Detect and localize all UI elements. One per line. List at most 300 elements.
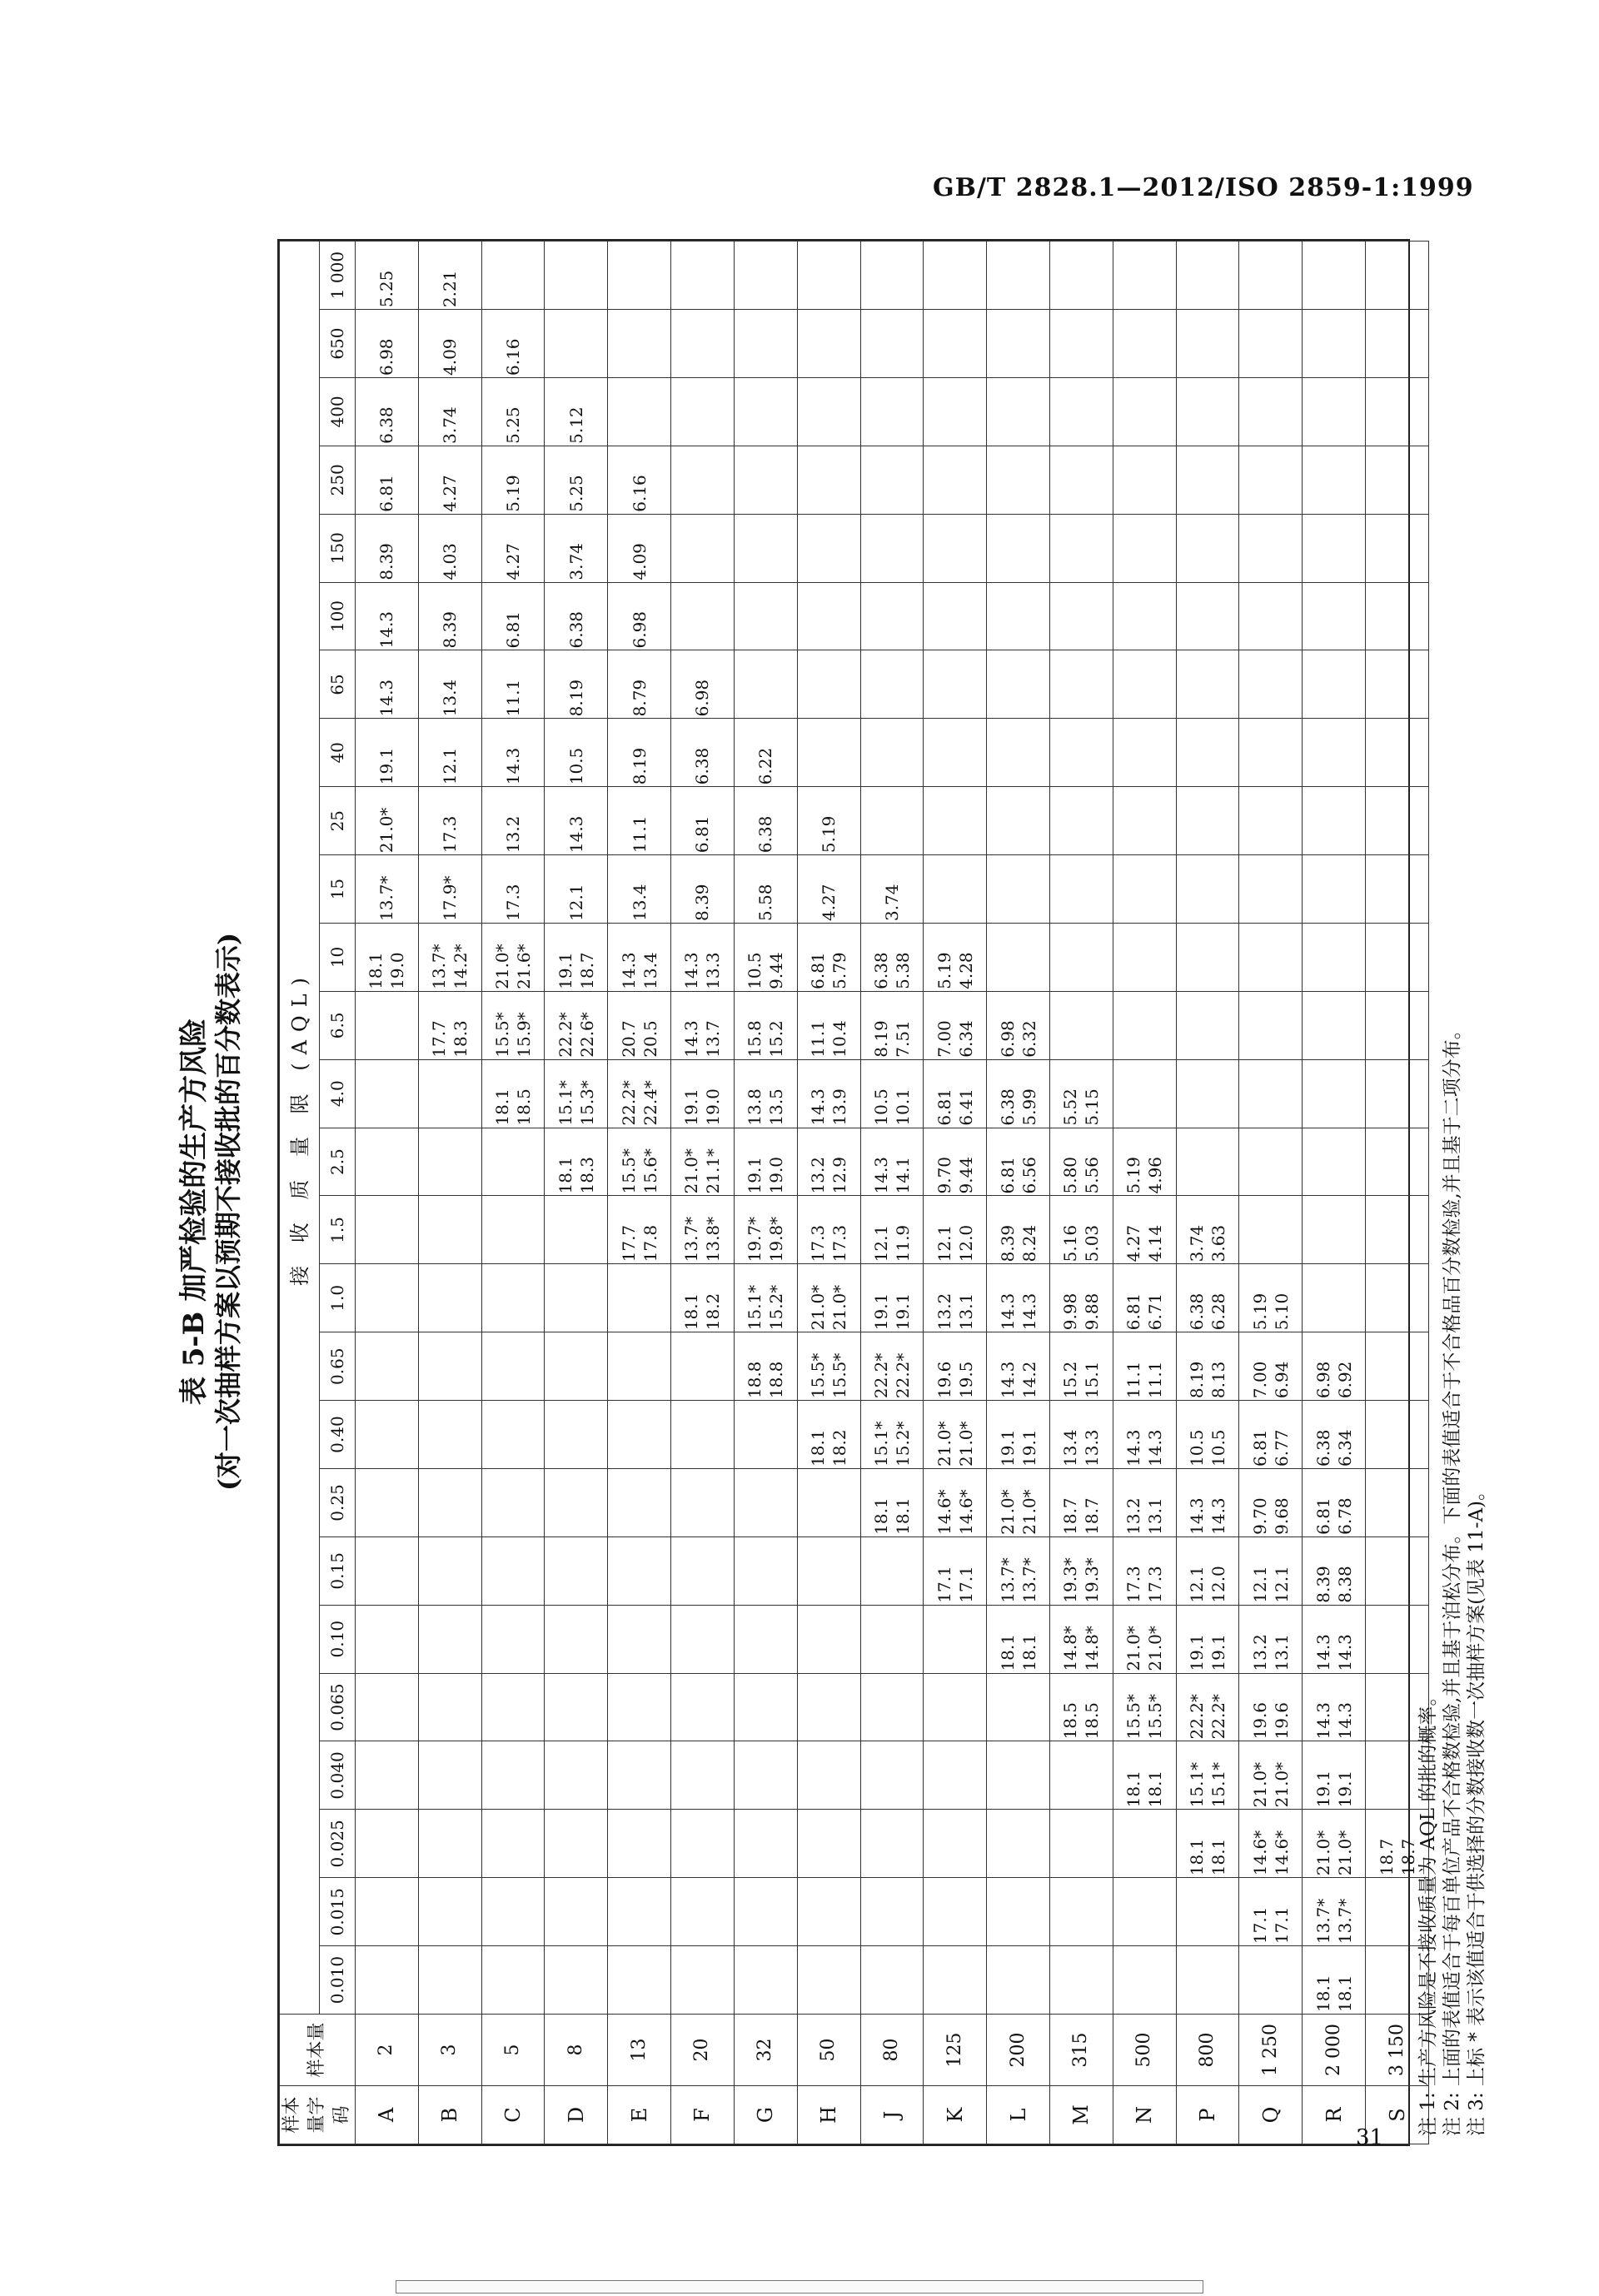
risk-value-cell [860,1810,924,1878]
risk-value-cell [1303,378,1366,446]
risk-value-cell [797,650,860,719]
risk-value-cell: 6.38 6.34 [1303,1401,1366,1469]
risk-value-cell [671,1469,735,1537]
risk-value-cell: 15.8 15.2 [734,991,797,1059]
risk-value-cell [1113,1878,1176,1946]
risk-value-cell [1176,378,1239,446]
risk-value-cell [671,242,735,310]
risk-value-cell [734,446,797,514]
risk-value-cell [734,1673,797,1741]
risk-value-cell [797,242,860,310]
risk-value-cell: 18.1 18.3 [545,1128,608,1196]
risk-value-cell: 14.3 14.3 [987,1264,1050,1332]
table-subtitle: (对一次抽样方案以预期不接收批的百分数表示) [212,932,244,1492]
risk-value-cell [1176,650,1239,719]
risk-value-cell [608,1469,671,1537]
risk-value-cell [860,719,924,787]
aql-level-header: 650 [320,310,356,378]
aql-level-header: 0.065 [320,1673,356,1741]
risk-value-cell [418,1673,481,1741]
risk-value-cell: 15.5* 15.5* [797,1332,860,1401]
risk-value-cell [1049,719,1113,787]
risk-value-cell [1303,1059,1366,1128]
risk-value-cell [860,1741,924,1810]
risk-value-cell: 18.1 19.0 [356,924,419,992]
risk-value-cell [608,378,671,446]
risk-value-cell [924,1878,987,1946]
risk-value-cell: 14.3 13.3 [671,924,735,992]
risk-value-cell [356,1946,419,2015]
risk-value-cell: 21.0* 21.0* [1239,1741,1303,1810]
risk-value-cell [418,1536,481,1605]
risk-value-cell [481,1673,545,1741]
risk-value-cell: 6.38 5.99 [987,1059,1050,1128]
risk-value-cell: 22.2* 22.4* [608,1059,671,1128]
risk-value-cell: 17.7 17.8 [608,1196,671,1264]
risk-value-cell: 6.22 [734,719,797,787]
risk-value-cell: 15.1* 15.2* [734,1264,797,1332]
risk-value-cell [734,310,797,378]
risk-value-cell: 19.6 19.5 [924,1332,987,1401]
table-row [671,242,735,2144]
risk-value-cell [1113,378,1176,446]
risk-value-cell [1239,446,1303,514]
risk-value-cell [987,1741,1050,1810]
risk-value-cell [1049,991,1113,1059]
risk-value-cell [797,1673,860,1741]
risk-value-cell: 3.74 [545,514,608,582]
sample-size: 32 [734,2015,797,2086]
sample-size: 50 [797,2015,860,2086]
risk-value-cell [860,787,924,855]
risk-value-cell [924,1946,987,2015]
risk-value-cell [608,1741,671,1810]
risk-value-cell: 14.3 14.3 [1303,1605,1366,1673]
risk-value-cell [1113,446,1176,514]
risk-value-cell [1049,582,1113,650]
risk-value-cell [1049,378,1113,446]
sample-size: 80 [860,2015,924,2086]
risk-value-cell [987,378,1050,446]
risk-value-cell [1113,582,1176,650]
risk-value-cell [1049,855,1113,924]
risk-value-cell [924,650,987,719]
table-notes [1417,246,1489,2136]
risk-value-cell: 12.1 12.0 [924,1196,987,1264]
risk-value-cell: 8.79 [608,650,671,719]
risk-value-cell [545,1673,608,1741]
risk-value-cell: 6.81 6.77 [1239,1401,1303,1469]
risk-value-cell [481,1264,545,1332]
risk-value-cell [418,1946,481,2015]
risk-value-cell [671,1605,735,1673]
risk-value-cell: 12.1 12.1 [1239,1536,1303,1605]
table-body [356,242,1429,2144]
risk-value-cell [481,1605,545,1673]
risk-value-cell [418,1878,481,1946]
risk-value-cell: 19.3* 19.3* [1049,1536,1113,1605]
table-row [545,242,608,2144]
sample-code-letter: J [860,2086,924,2144]
aql-level-header: 40 [320,719,356,787]
risk-value-cell: 8.39 [356,514,419,582]
sample-size: 315 [1049,2015,1113,2086]
risk-value-cell: 8.39 [671,855,735,924]
risk-value-cell [1176,991,1239,1059]
risk-value-cell [1113,991,1176,1059]
risk-value-cell [734,1810,797,1878]
risk-value-cell [797,1878,860,1946]
risk-value-cell: 5.52 5.15 [1049,1059,1113,1128]
risk-value-cell [1176,1946,1239,2015]
risk-value-cell [860,1605,924,1673]
aql-level-header: 0.010 [320,1946,356,2015]
risk-value-cell: 5.19 [481,446,545,514]
risk-value-cell: 18.1 18.1 [987,1605,1050,1673]
risk-value-cell [545,1810,608,1878]
risk-value-cell: 6.38 [734,787,797,855]
risk-value-cell [356,1469,419,1537]
risk-value-cell [418,1741,481,1810]
risk-value-cell [1303,1264,1366,1332]
table-frame [277,239,1418,2146]
risk-value-cell [545,1536,608,1605]
risk-value-cell [1239,650,1303,719]
risk-value-cell [797,514,860,582]
aql-level-row [320,242,356,2144]
table-row [608,242,671,2144]
risk-value-cell: 6.98 [356,310,419,378]
risk-value-cell: 15.1* 15.1* [1176,1741,1239,1810]
risk-value-cell [671,582,735,650]
risk-value-cell: 5.19 [797,787,860,855]
risk-value-cell [987,650,1050,719]
risk-value-cell: 17.7 18.3 [418,991,481,1059]
aql-level-header: 1 000 [320,242,356,310]
risk-value-cell [356,1264,419,1332]
table-row [1176,242,1239,2144]
risk-value-cell: 19.7* 19.8* [734,1196,797,1264]
header-sample-size: 样本量 [280,2015,356,2086]
risk-value-cell [924,1605,987,1673]
risk-value-cell [1176,787,1239,855]
risk-value-cell [356,1059,419,1128]
aql-level-header: 400 [320,378,356,446]
risk-value-cell [1239,582,1303,650]
risk-value-cell [1239,1128,1303,1196]
risk-value-cell: 14.3 14.3 [1176,1469,1239,1537]
risk-value-cell: 19.1 [356,719,419,787]
risk-value-cell [924,1810,987,1878]
sample-code-letter: D [545,2086,608,2144]
sample-size: 20 [671,2015,735,2086]
risk-value-cell: 8.19 7.51 [860,991,924,1059]
header-code-letter: 样本量字码 [280,2086,356,2144]
aql-level-header: 4.0 [320,1059,356,1128]
risk-value-cell: 12.1 [545,855,608,924]
risk-value-cell: 13.7* 14.2* [418,924,481,992]
risk-value-cell: 15.5* 15.9* [481,991,545,1059]
risk-value-cell [1239,1946,1303,2015]
risk-value-cell: 21.0* 21.0* [797,1264,860,1332]
risk-value-cell: 19.1 19.1 [1176,1605,1239,1673]
sample-size: 8 [545,2015,608,2086]
sample-code-letter: G [734,2086,797,2144]
risk-value-cell [987,1810,1050,1878]
risk-value-cell [924,582,987,650]
risk-value-cell [987,855,1050,924]
risk-value-cell [1113,650,1176,719]
risk-value-cell [1113,310,1176,378]
risk-value-cell: 8.19 [545,650,608,719]
table-row [924,242,987,2144]
risk-value-cell: 8.39 8.24 [987,1196,1050,1264]
risk-value-cell [1049,1946,1113,2015]
risk-value-cell [545,1946,608,2015]
risk-value-cell: 19.1 19.0 [734,1128,797,1196]
risk-value-cell [734,242,797,310]
risk-value-cell: 4.27 4.14 [1113,1196,1176,1264]
risk-value-cell [987,1878,1050,1946]
risk-value-cell: 11.1 11.1 [1113,1332,1176,1401]
risk-value-cell [1176,446,1239,514]
risk-value-cell [608,310,671,378]
risk-value-cell [860,1673,924,1741]
risk-value-cell: 12.1 [418,719,481,787]
risk-value-cell: 6.38 [545,582,608,650]
risk-value-cell: 13.7* [356,855,419,924]
risk-value-cell [481,242,545,310]
risk-value-cell [1239,719,1303,787]
risk-value-cell: 9.70 9.68 [1239,1469,1303,1537]
risk-value-cell: 19.1 19.0 [671,1059,735,1128]
risk-value-cell [1303,924,1366,992]
risk-value-cell: 6.98 6.32 [987,991,1050,1059]
risk-value-cell [924,787,987,855]
risk-value-cell [545,1469,608,1537]
risk-value-cell [1303,991,1366,1059]
sample-size: 13 [608,2015,671,2086]
risk-value-cell: 14.3 13.7 [671,991,735,1059]
risk-value-cell [1176,582,1239,650]
note-3: 注 3: 上标 * 表示该值适合于供选择的分数接收数一次抽样方案(见表 11-A)。 [1466,1481,1487,2136]
sample-size: 2 [356,2015,419,2086]
aql-level-header: 6.5 [320,991,356,1059]
risk-value-cell [418,1605,481,1673]
aql-level-header: 0.40 [320,1401,356,1469]
risk-value-cell: 13.4 13.3 [1049,1401,1113,1469]
risk-value-cell [1176,310,1239,378]
risk-value-cell: 21.0* 21.6* [481,924,545,992]
risk-value-cell [797,719,860,787]
risk-value-cell [1303,650,1366,719]
risk-value-cell [545,1741,608,1810]
risk-value-cell: 14.8* 14.8* [1049,1605,1113,1673]
risk-value-cell [418,1332,481,1401]
risk-value-cell [481,1128,545,1196]
risk-value-cell [1049,310,1113,378]
aql-level-header: 0.040 [320,1741,356,1810]
risk-value-cell [987,1673,1050,1741]
risk-value-cell [608,1673,671,1741]
risk-value-cell [1113,514,1176,582]
risk-value-cell: 6.98 [671,650,735,719]
risk-value-cell [734,1536,797,1605]
aql-level-header: 0.015 [320,1878,356,1946]
risk-value-cell: 19.1 19.1 [987,1401,1050,1469]
risk-value-cell: 4.09 [418,310,481,378]
risk-value-cell [1113,242,1176,310]
risk-value-cell [481,1946,545,2015]
risk-value-cell: 5.19 5.10 [1239,1264,1303,1332]
risk-value-cell: 18.1 18.5 [481,1059,545,1128]
risk-value-cell [734,1469,797,1537]
risk-value-cell: 6.38 [671,719,735,787]
risk-value-cell [481,1810,545,1878]
table-row [356,242,419,2144]
risk-value-cell [924,514,987,582]
risk-value-cell [1239,991,1303,1059]
aql-level-header: 250 [320,446,356,514]
risk-value-cell [1176,719,1239,787]
aql-level-header: 1.0 [320,1264,356,1332]
page-number: 31 [1356,2125,1384,2150]
risk-value-cell [356,1878,419,1946]
sample-size: 125 [924,2015,987,2086]
risk-value-cell [734,1401,797,1469]
risk-value-cell [356,1196,419,1264]
risk-value-cell [671,1810,735,1878]
risk-value-cell [797,1605,860,1673]
risk-value-cell: 15.5* 15.6* [608,1128,671,1196]
note-2: 注 2: 上面的表值适合于每百单位产品不合格数检验,并且基于泊松分布。下面的表值适合于不合格品百分数检验,并且基于二项分布。 [1442,1020,1463,2136]
risk-value-cell: 19.1 19.1 [1303,1741,1366,1810]
aql-level-header: 0.25 [320,1469,356,1537]
sample-code-letter: H [797,2086,860,2144]
viewer-scroll-bar[interactable] [396,2280,1203,2294]
risk-value-cell: 21.0* [356,787,419,855]
risk-value-cell [356,991,419,1059]
risk-value-cell: 13.2 12.9 [797,1128,860,1196]
risk-value-cell [734,1605,797,1673]
risk-value-cell: 17.3 17.3 [797,1196,860,1264]
risk-value-cell [545,310,608,378]
risk-value-cell: 6.81 [481,582,545,650]
risk-value-cell [1239,787,1303,855]
risk-value-cell [1176,855,1239,924]
risk-value-cell [1303,719,1366,787]
risk-value-cell: 14.3 [481,719,545,787]
risk-value-cell [481,1536,545,1605]
risk-value-cell [1239,855,1303,924]
risk-value-cell [1239,378,1303,446]
table-row [1303,242,1366,2144]
risk-value-cell [671,310,735,378]
risk-value-cell [671,1673,735,1741]
risk-value-cell: 10.5 10.1 [860,1059,924,1128]
risk-value-cell [797,1946,860,2015]
sample-code-letter: M [1049,2086,1113,2144]
risk-value-cell: 22.2* 22.6* [545,991,608,1059]
risk-value-cell [734,650,797,719]
risk-value-cell [987,719,1050,787]
risk-value-cell [987,582,1050,650]
risk-value-cell [924,446,987,514]
sample-code-letter: B [418,2086,481,2144]
aql-level-header: 0.65 [320,1332,356,1401]
risk-value-cell [797,1741,860,1810]
risk-value-cell [797,582,860,650]
risk-value-cell [1303,1196,1366,1264]
risk-value-cell: 13.4 [418,650,481,719]
risk-value-cell [481,1878,545,1946]
risk-value-cell [860,446,924,514]
risk-value-cell: 21.0* 21.1* [671,1128,735,1196]
risk-value-cell: 4.03 [418,514,481,582]
rotated-table-page [171,233,1520,2190]
risk-value-cell [924,310,987,378]
producer-risk-table [279,241,1429,2144]
risk-value-cell [734,378,797,446]
risk-value-cell [418,1059,481,1128]
risk-value-cell [545,1878,608,1946]
risk-value-cell: 13.2 13.1 [1239,1605,1303,1673]
sample-code-letter: S [1366,2086,1429,2144]
risk-value-cell: 13.2 [481,787,545,855]
risk-value-cell: 21.0* 21.0* [924,1401,987,1469]
risk-value-cell [1303,446,1366,514]
risk-value-cell [418,1810,481,1878]
risk-value-cell: 11.1 10.4 [797,991,860,1059]
sample-size: 5 [481,2015,545,2086]
risk-value-cell [1176,242,1239,310]
risk-value-cell [1303,514,1366,582]
risk-value-cell: 4.27 [418,446,481,514]
risk-value-cell: 14.3 14.1 [860,1128,924,1196]
risk-value-cell: 17.3 17.3 [1113,1536,1176,1605]
risk-value-cell [671,446,735,514]
risk-value-cell [481,1469,545,1537]
risk-value-cell [545,1196,608,1264]
risk-value-cell: 15.1* 15.3* [545,1059,608,1128]
risk-value-cell [1303,1128,1366,1196]
risk-value-cell: 6.98 6.92 [1303,1332,1366,1401]
sample-code-letter: L [987,2086,1050,2144]
risk-value-cell: 17.3 [418,787,481,855]
risk-value-cell [1176,924,1239,992]
risk-value-cell: 5.19 4.28 [924,924,987,992]
risk-value-cell [987,787,1050,855]
table-row [860,242,924,2144]
risk-value-cell: 5.25 [545,446,608,514]
risk-value-cell [608,242,671,310]
risk-value-cell [1176,1878,1239,1946]
risk-value-cell [545,242,608,310]
risk-value-cell [1113,855,1176,924]
risk-value-cell: 21.0* 21.0* [1113,1605,1176,1673]
risk-value-cell [356,1605,419,1673]
risk-value-cell [1239,924,1303,992]
risk-value-cell: 10.5 10.5 [1176,1401,1239,1469]
risk-value-cell [356,1332,419,1401]
table-title: 表 5-B 加严检验的生产方风险 [177,1018,211,1406]
sample-code-letter: P [1176,2086,1239,2144]
risk-value-cell [1113,1059,1176,1128]
risk-value-cell: 14.6* 14.6* [1239,1810,1303,1878]
table-row [734,242,797,2144]
risk-value-cell: 14.3 [545,787,608,855]
risk-value-cell [418,1264,481,1332]
